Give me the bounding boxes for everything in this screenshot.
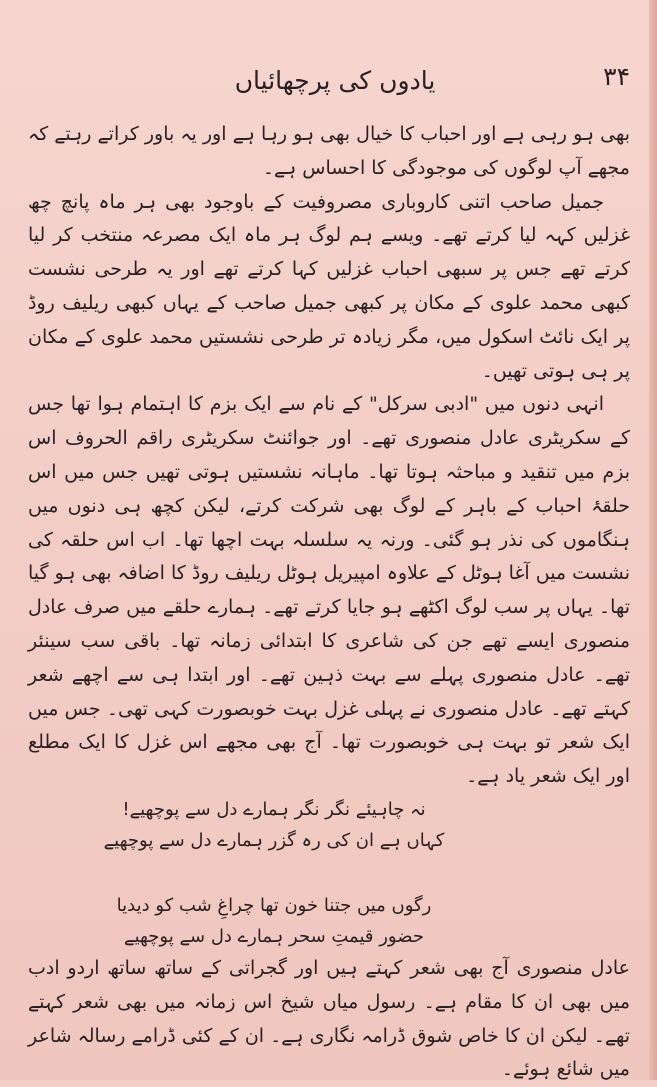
verse-couplet-1	[28, 794, 630, 856]
running-title: یادوں کی پرچھائیاں	[234, 66, 436, 95]
verse-spacer	[28, 856, 630, 890]
paragraph-3: انہی دنوں میں "ادبی سرکل" کے نام سے ایک بزم کا اہتمام ہوا تھا جس کے سکریٹری عادل منصوری تھے۔ اور جوائنٹ سکریٹری راقم الحروف اس بزم میں تنقید و مباحثہ ہوتا تھا۔ ماہانہ نشستیں ہوتی تھیں جس میں اس حلقۂ احباب کے باہر کے لوگ بھی شرکت کرتے، لیکن کچھ ہی دنوں میں ہنگاموں کی نذر ہو گئی۔ ورنہ یہ سلسلہ بہت اچھا تھا۔ اب اس حلقہ کی نشست میں آغا ہوٹل کے علاوہ امپیریل ہوٹل ریلیف روڈ کا اضافہ بھی ہو گیا تھا۔ یہاں پر سب لوگ اکٹھے ہو جایا کرتے تھے۔ ہمارے حلقے میں صرف عادل منصوری ایسے تھے جن کی شاعری کا ابتدائی زمانہ تھا۔ باقی سب سینئر تھے۔ عادل منصوری پہلے سے بہت ذہین تھے۔ اور ابتدا ہی سے اچھے شعر کہتے تھے۔ عادل منصوری نے پہلی غزل بہت خوبصورت کہی تھی۔ جس میں ایک شعر تو بہت ہی خوبصورت تھا۔ آج بھی مجھے اس غزل کا ایک مطلع اور ایک شعر یاد ہے۔	[28, 393, 630, 788]
paragraph-4: عادل منصوری آج بھی شعر کہتے ہیں اور گجراتی کے ساتھ ساتھ اردو ادب میں بھی ان کا مقام ہے۔ رسول میاں شیخ اس زمانہ میں بھی شعر کہتے تھے۔ لیکن ان کا خاص شوق ڈرامہ نگاری ہے۔ ان کے کئی ڈرامے رسالہ شاعر میں شائع ہوئے۔	[28, 956, 630, 1081]
page-edge	[649, 0, 657, 1080]
verse-couplet-2	[28, 890, 630, 952]
page-body	[28, 118, 630, 1087]
page-header	[40, 62, 630, 106]
paragraph-1: بھی ہو رہی ہے اور احباب کا خیال بھی ہو رہا ہے اور یہ باور کراتے رہتے کہ مجھے آپ لوگوں کی موجودگی کا احساس ہے۔	[28, 123, 630, 179]
page-number: ۳۴	[603, 62, 630, 91]
verse-line: رگوں میں جتنا خون تھا چراغِ شب کو دیدیا	[116, 894, 432, 916]
verse-line: کہاں ہے ان کی رہ گزر ہمارے دل سے پوچھیے	[103, 829, 445, 851]
paragraph-2: جمیل صاحب اتنی کاروباری مصروفیت کے باوجود بھی ہر ماہ پانچ چھ غزلیں کہہ لیا کرتے تھے۔ ویسے ہم لوگ ہر ماہ ایک مصرعہ منتخب کر لیا کرتے تھے جس پر سبھی احباب غزلیں کہا کرتے تھے اور یہ طرحی نشست کبھی محمد علوی کے مکان پر کبھی جمیل صاحب کے یہاں کبھی ریلیف روڈ پر ایک نائٹ اسکول میں، مگر زیادہ تر طرحی نشستیں محمد علوی کے مکان پر ہی ہوتی تھیں۔	[28, 190, 630, 382]
verse-line: حضور قیمتِ سحر ہمارے دل سے پوچھیے	[124, 925, 424, 947]
verse-line: نہ چاہیئے نگر نگر ہمارے دل سے پوچھیے!	[122, 798, 426, 820]
